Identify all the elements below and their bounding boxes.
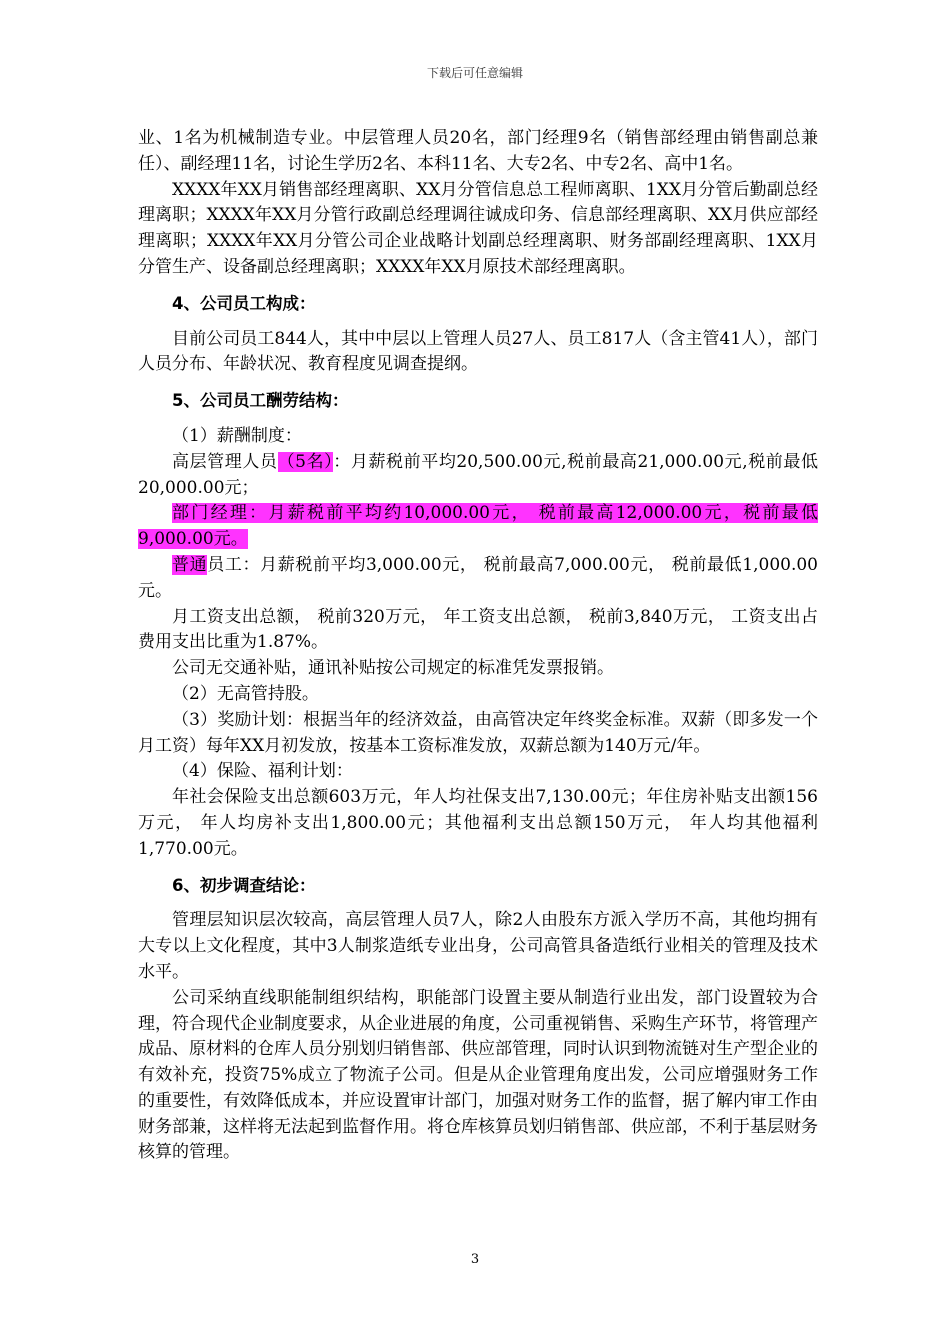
senior-label: 高层管理人员 [172, 451, 278, 472]
staff-salary-text: 员工：月薪税前平均3,000.00元， 税前最高7,000.00元， 税前最低1,000.00元。 [138, 554, 818, 601]
dept-manager-highlight: 部门经理：月薪税前平均约10,000.00元， 税前最高12,000.00元，税前最低9,000.00元。 [138, 503, 818, 550]
paragraph-conclusion-management: 管理层知识层次较高，高层管理人员7人，除2人由股东方派入学历不高，其他均拥有大专以上文化程度，其中3人制浆造纸专业出身，公司高管具备造纸行业相关的管理及技术水平。 [138, 910, 818, 982]
heading-compensation-structure: 5、公司员工酬劳结构： [172, 391, 349, 411]
subheading-no-equity: （2）无高管持股。 [172, 683, 319, 704]
paragraph-bonus-plan: （3）奖励计划：根据当年的经济效益，由高管决定年终奖金标准。双薪（即多发一个月工资）每年XX月初发放，按基本工资标准发放，双薪总额为140万元/年。 [138, 709, 818, 756]
subheading-insurance: （4）保险、福利计划： [172, 761, 353, 782]
paragraph-insurance-welfare: 年社会保险支出总额603万元，年人均社保支出7,130.00元；年住房补贴支出额156万元， 年人均房补支出1,800.00元；其他福利支出总额150万元， 年人均其他福利 1,770.00元。 [138, 787, 818, 859]
document-body [138, 126, 818, 1166]
heading-employee-composition: 4、公司员工构成： [172, 293, 316, 313]
senior-count-highlight: （5名） [277, 451, 334, 472]
page-header: 下载后可任意编辑 [426, 66, 523, 80]
staff-highlight: 普通 [172, 554, 208, 575]
paragraph-conclusion-structure: 公司采纳直线职能制组织结构，职能部门设置主要从制造行业出发，部门设置较为合理，符合现代企业制度要求，从企业进展的角度，公司重视销售、采购生产环节，将管理产成品、原材料的仓库人员分别划归销售部、供应部管理，同时认识到物流链对生产型企业的有效补充，投资75%成立了物流子公司。但是从企业管理角度出发，公司应增强财务工作的重要性，有效降低成本，并应设置审计部门，加强对财务工作的监督，据了解内审工作由财务部兼，这样将无法起到监督作用。将仓库核算员划归销售部、供应部，不利于基层财务核算的管理。 [138, 987, 818, 1163]
paragraph-senior-salary [138, 450, 818, 502]
paragraph-staff-education: 业、1名为机械制造专业。中层管理人员20名，部门经理9名（销售部经理由销售副总兼任）、副经理11名，讨论生学历2名、本科11名、大专2名、中专2名、高中1名。 [138, 128, 818, 174]
subheading-salary-system: （1）薪酬制度： [172, 425, 302, 446]
paragraph-staff-salary [138, 553, 818, 605]
paragraph-allowance: 公司无交通补贴，通讯补贴按公司规定的标准凭发票报销。 [172, 658, 614, 679]
senior-salary-text: ：月薪税前平均20,500.00元,税前最高21,000.00元,税前最低20,000.00元； [138, 451, 818, 498]
paragraph-resignations: XXXX年XX月销售部经理离职、XX月分管信息总工程师离职、1XX月分管后勤副总经理离职；XXXX年XX月分管行政副总经理调往诚成印务、信息部经理离职、XX月供应部经理离职；XXXX年XX月分管公司企业战略计划副总经理离职、财务部副经理离职、1XX月分管生产、设备副总经理离职；XXXX年XX月原技术部经理离职。 [138, 179, 818, 277]
paragraph-employee-count: 目前公司员工844人，其中中层以上管理人员27人、员工817人（含主管41人），部门人员分布、年龄状况、教育程度见调查提纲。 [138, 328, 818, 375]
paragraph-salary-total: 月工资支出总额， 税前320万元， 年工资支出总额， 税前3,840万元， 工资支出占费用支出比重为1.87%。 [138, 606, 818, 653]
page-number: 3 [470, 1252, 480, 1267]
heading-preliminary-conclusion: 6、初步调查结论： [172, 875, 316, 895]
paragraph-dept-manager-salary [138, 501, 818, 553]
